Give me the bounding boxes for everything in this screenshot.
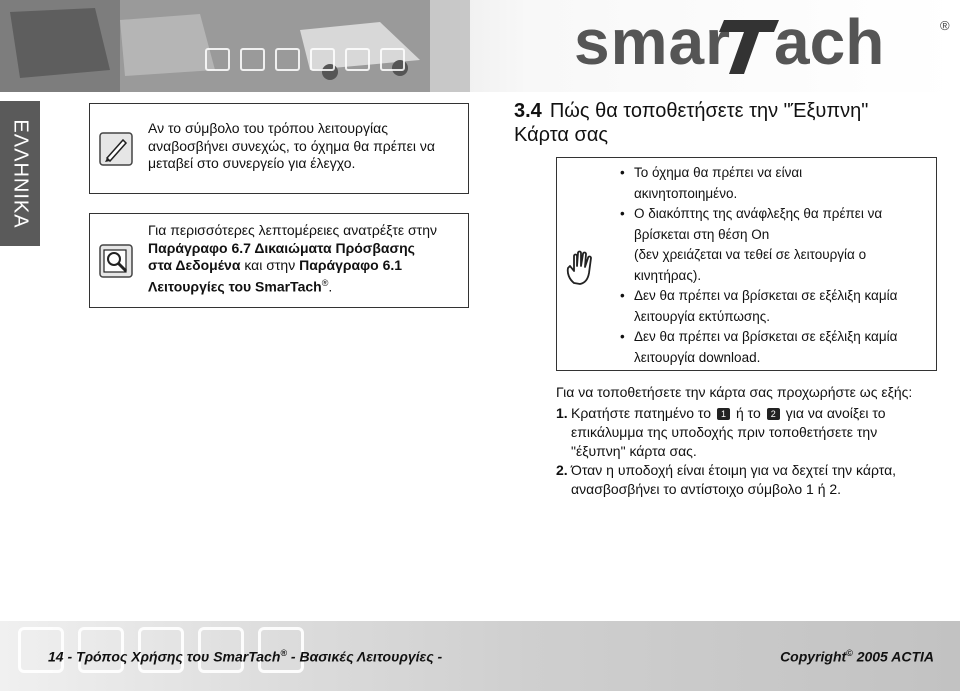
edit-icon [205,48,230,71]
pen-tool-icon [99,132,133,166]
note-box-warning [89,103,469,194]
step-number: 2. [556,462,568,478]
card-icon [275,48,300,71]
note-box-reference [89,213,469,308]
paragraph-link[interactable]: Παράγραφο 6.1 [299,257,403,273]
section-title-line: Πώς θα τοποθετήσετε την "Έξυπνη" [549,100,869,122]
note-line: μεταβεί στο συνεργείο για έλεγχο. [148,155,356,171]
procedure-step: 2. Όταν η υποδοχή είναι έτοιμη για να δεχτεί την κάρτα, ανασβοσβήνει το αντίστοιχο σύμβολο 1 ή 2. [556,462,897,497]
smartach-logo [574,10,954,80]
paragraph-link[interactable]: Παράγραφο 6.7 Δικαιώματα Πρόσβασης [148,239,415,256]
note-period: . [328,278,333,295]
conditions-list [620,163,930,368]
condition-item: • Δεν θα πρέπει να βρίσκεται σε εξέλιξη καμία λειτουργία εκτύπωσης. [620,286,930,327]
page-header [0,0,960,92]
page-footer [0,621,960,691]
condition-item: • Το όχημα θα πρέπει να είναι ακινητοποιημένο. [620,163,930,204]
footer-page-label: 14 - Τρόπος Χρήσης του SmarTach® - Βασικές Λειτουργίες - [48,648,443,665]
svg-text:®: ® [940,18,950,33]
note-line: Για περισσότερες λεπτομέρειες ανατρέξτε στην [148,222,437,238]
condition-item: • Δεν θα πρέπει να βρίσκεται σε εξέλιξη καμία λειτουργία download. [620,327,930,368]
svg-text:smar: smar [574,10,731,78]
magnifier-icon [99,244,133,278]
clock-icon [240,48,265,71]
note-line: Αν το σύμβολο του τρόπου λειτουργίας [148,120,388,136]
note-line: αναβοσβήνει συνεχώς, το όχημα θα πρέπει να [148,137,435,154]
svg-text:ach: ach [774,10,885,78]
section-title [514,99,868,147]
hand-icon [562,249,600,287]
section-title-line: Κάρτα σας [514,124,609,146]
paragraph-link-cont[interactable]: στα Δεδομένα [148,257,241,273]
procedure-step: 1. Κρατήστε πατημένο το 1 ή το 2 για να ανοίξει το επικάλυμμα της υποδοχής πριν τοποθετήσετε την "έξυπνη" κάρτα σας. [556,405,886,459]
procedure-intro: Για να τοποθετήσετε την κάρτα σας προχωρήστε ως εξής: [556,384,913,400]
header-icon-row [205,48,405,71]
card-button-1-icon: 1 [717,408,730,420]
procedure-steps [556,404,941,499]
note-warning-text [148,120,435,173]
note-reference-text [148,222,437,296]
step-number: 1. [556,405,568,421]
card-slot-icon [380,48,405,71]
note-connector: και στην [240,257,300,273]
chart-icon [345,48,370,71]
card-button-2-icon: 2 [767,408,780,420]
header-truck-image [0,0,470,92]
save-icon [310,48,335,71]
registered-mark: ® [321,277,329,288]
section-number: 3.4 [514,100,542,122]
footer-copyright: Copyright© 2005 ACTIA [780,648,934,665]
paragraph-link-cont[interactable]: Λειτουργίες του SmarTach [148,278,322,295]
language-tab [0,101,40,246]
language-tab-label: ΕΛΛΗΝΙΚΑ [9,118,32,229]
condition-item: • Ο διακόπτης της ανάφλεξης θα πρέπει να βρίσκεται στη θέση On (δεν χρειάζεται να τεθεί σε λειτουργία ο κινητήρας). [620,204,930,286]
